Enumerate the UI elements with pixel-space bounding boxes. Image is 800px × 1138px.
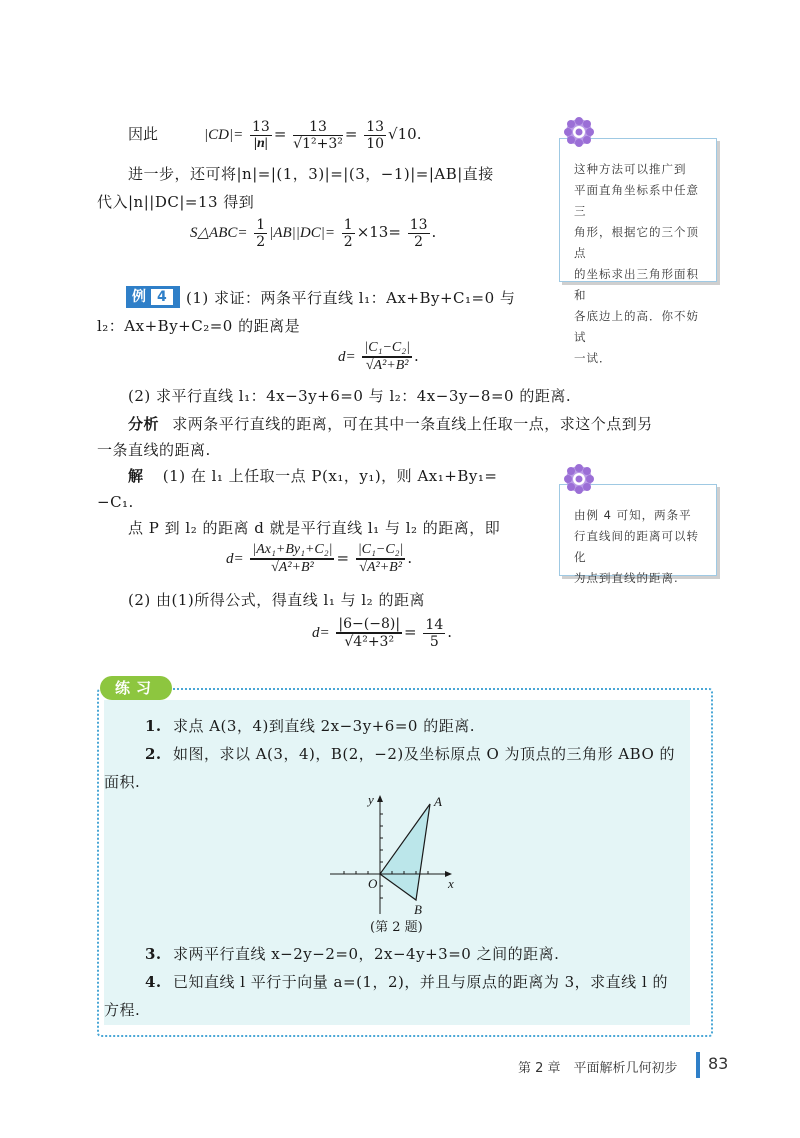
area-formula: S△ABC= $\frac{1}{2}$ |AB||DC|= $\frac{1}{2}$ ×13= $\frac{13}{2}$ . [190, 216, 437, 250]
note1-line: 的坐标求出三角形面积和 [574, 267, 699, 302]
ex4-line-3: (2) 求平行直线 l₁：4x−3y+6=0 与 l₂：4x−3y−8=0 的距离. [128, 387, 572, 405]
thinking-flower-icon [564, 464, 594, 494]
side-note-1 [559, 138, 717, 365]
top-line-2: 进一步，还可将|n|=|(1，3)|=|(3，−1)|=|AB|直接 [128, 165, 494, 183]
thinking-flower-icon [564, 117, 594, 147]
ex4-line-2: l₂：Ax+By+C₂=0 的距离是 [97, 317, 301, 335]
solution-line-4: (2) 由(1)所得公式，得直线 l₁ 与 l₂ 的距离 [128, 591, 425, 609]
figure-caption: (第 2 题) [370, 920, 423, 935]
exercise-q1: 1. 求点 A(3，4)到直线 2x−3y+6=0 的距离. [145, 717, 475, 735]
label-x: x [448, 876, 454, 891]
analysis-line-1: 分析 求两条平行直线的距离，可在其中一条直线上任取一点，求这个点到另 [128, 415, 653, 433]
exercise-q2-cont: 面积. [104, 773, 141, 791]
cd-formula: |CD|= $\frac{13}{|n|}$ = $\frac{13}{\text{√1²+3²}}$ = $\frac{13}{10}$ √10. [204, 118, 422, 152]
analysis-line-2: 一条直线的距离. [97, 441, 211, 459]
note1-line: 这种方法可以推广到 [574, 162, 687, 176]
exercise-q4-cont: 方程. [104, 1001, 141, 1019]
solution-formula-1: d= $\frac{\text{|Ax₁+By₁+C₂|}}{\text{√A²+B²}}$ = $\frac{\text{|C₁−C₂|}}{\text{√A²+B²}}$ . [226, 542, 413, 575]
ex4-line-1: (1) 求证：两条平行直线 l₁：Ax+By+C₁=0 与 [186, 289, 516, 307]
cd-frac-2: $\frac{13}{\text{√1²+3²}}$ [293, 118, 343, 152]
example-number: 4 [150, 288, 174, 306]
exercise-tab: 练习 [100, 676, 172, 700]
ex4-distance-formula: d= $\frac{\text{|C₁−C₂|}}{\text{√A²+B²}}$ . [338, 340, 419, 373]
solution-line-2: −C₁. [97, 493, 134, 511]
footer-divider [696, 1052, 700, 1078]
example-tag: 例 4 [126, 286, 180, 308]
note2-line: 行直线间的距离可以转化 [574, 529, 699, 564]
cd-left: |CD|= [204, 127, 244, 143]
note2-line: 由例 4 可知，两条平 [574, 508, 692, 522]
analysis-label: 分析 [128, 415, 160, 433]
solution-line-1: 解 (1) 在 l₁ 上任取一点 P(x₁，y₁)，则 Ax₁+By₁= [128, 467, 498, 485]
exercise-q3: 3. 求两平行直线 x−2y−2=0，2x−4y+3=0 之间的距离. [145, 945, 560, 963]
yinci-label: 因此 [128, 125, 159, 143]
note1-line: 角形，根据它的三个顶点 [574, 225, 699, 260]
y-axis-arrow [377, 795, 383, 802]
label-a: A [434, 794, 442, 809]
label-y: y [368, 792, 374, 807]
page-number: 83 [708, 1054, 729, 1073]
note1-line: 平面直角坐标系中任意三 [574, 183, 699, 218]
note1-line: 各底边上的高．你不妨试 [574, 309, 699, 344]
cd-frac-1: $\frac{13}{|n|}$ [252, 118, 270, 151]
solution-line-3: 点 P 到 l₂ 的距离 d 就是平行直线 l₁ 与 l₂ 的距离，即 [128, 519, 501, 537]
footer-chapter: 第 2 章 平面解析几何初步 [518, 1061, 678, 1076]
note1-line: 一试． [574, 351, 612, 365]
solution-label: 解 [128, 467, 144, 485]
label-b: B [414, 902, 422, 917]
note2-line: 为点到直线的距离. [574, 571, 679, 585]
exercise-q2: 2. 如图，求以 A(3，4)，B(2，−2)及坐标原点 O 为顶点的三角形 ABO 的 [145, 745, 676, 763]
side-note-2 [559, 484, 717, 585]
exercise-q4: 4. 已知直线 l 平行于向量 a=(1，2)，并且与原点的距离为 3，求直线 l 的 [145, 973, 669, 991]
top-line-3: 代入|n||DC|=13 得到 [97, 193, 255, 211]
label-o: O [368, 876, 378, 891]
cd-frac-3: $\frac{13}{10}$ [366, 118, 385, 152]
triangle-figure [326, 790, 466, 920]
solution-formula-2: d= $\frac{|6-(-8)|}{\text{√4²+3²}}$ = $\frac{14}{5}$ . [312, 616, 453, 650]
